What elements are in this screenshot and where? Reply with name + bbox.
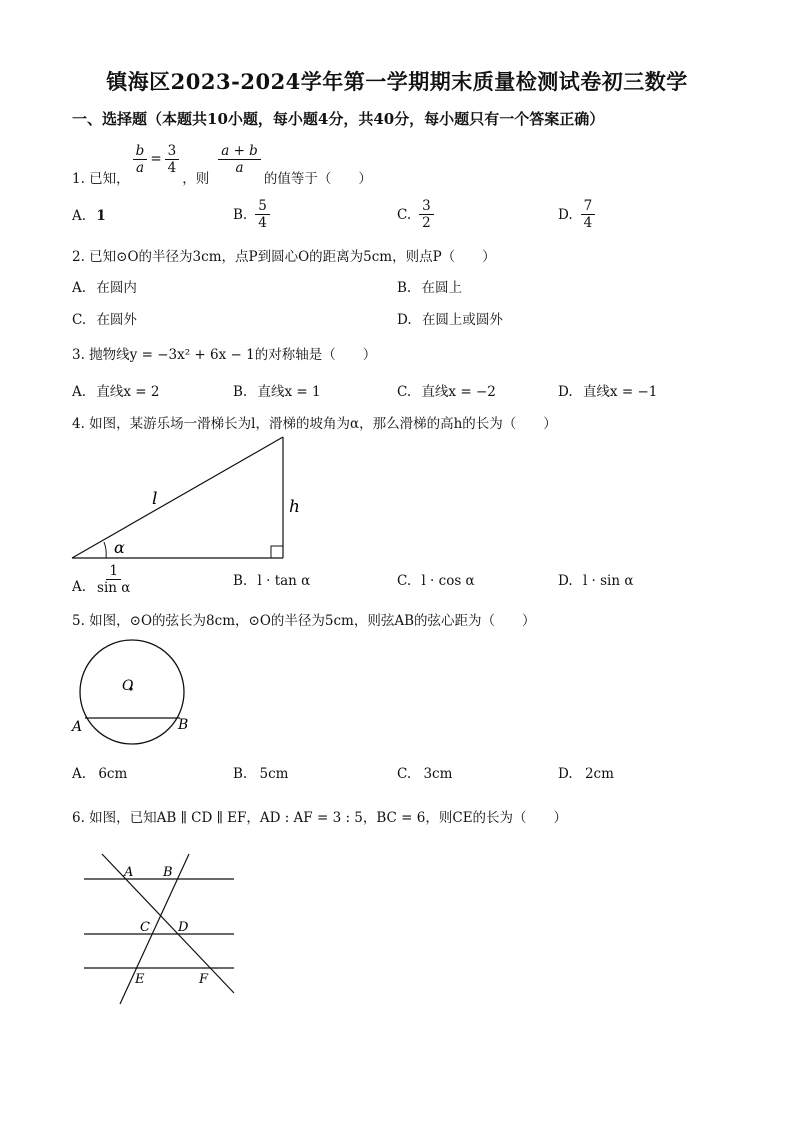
label-a: A: [124, 865, 134, 880]
frac-denominator: 2: [422, 215, 431, 231]
q5-option-c[interactable]: [397, 766, 452, 782]
circle-chord-figure: [66, 636, 196, 751]
option-fraction: [94, 563, 133, 596]
option-label: D.: [558, 573, 573, 589]
option-label: D.: [558, 384, 573, 400]
option-text: 直线x = −1: [582, 384, 658, 400]
option-label: A.: [72, 280, 87, 296]
q4-option-b[interactable]: [233, 573, 310, 589]
right-angle-mark: [271, 546, 283, 558]
option-text: l · tan α: [257, 573, 311, 589]
frac-denominator: a: [235, 159, 244, 176]
label-d: D: [178, 920, 189, 935]
label-o: O: [122, 678, 134, 694]
label-alpha: α: [114, 538, 125, 557]
label-b: B: [163, 865, 173, 880]
option-text: 5cm: [259, 766, 289, 782]
label-b: B: [178, 717, 189, 733]
label-h: h: [289, 497, 300, 517]
frac-numerator: 7: [581, 198, 596, 215]
q1-prefix: 1. 已知，: [72, 171, 130, 187]
option-label: C.: [397, 766, 412, 782]
option-text: 直线x = −2: [421, 384, 496, 400]
page-title: 镇海区2023-2024学年第一学期期末质量检测试卷初三数学: [106, 69, 688, 94]
q1-option-a[interactable]: [72, 208, 106, 224]
label-c: C: [140, 920, 150, 935]
option-label: A.: [72, 384, 87, 400]
q1-frac-3-over-4: [165, 143, 180, 176]
frac-numerator: 3: [165, 143, 180, 160]
question-4: 4. 如图，某游乐场一滑梯长为l，滑梯的坡角为α，那么滑梯的高h的长为（ ）: [72, 416, 557, 432]
question-2: 2. 已知⊙O的半径为3cm，点P到圆心O的距离为5cm，则点P（ ）: [72, 249, 496, 265]
q3-option-d[interactable]: [558, 380, 657, 400]
q3-option-c[interactable]: [397, 380, 496, 400]
option-label: A.: [72, 578, 87, 595]
option-label: D.: [397, 312, 412, 328]
frac-denominator: 4: [258, 215, 267, 231]
frac-denominator: 4: [583, 215, 593, 231]
q4-option-d[interactable]: [558, 573, 633, 589]
parallel-lines-figure: [82, 846, 242, 1011]
question-6: 6. 如图，已知AB ∥ CD ∥ EF，AD : AF = 3 : 5，BC = 6，则CE的长为（ ）: [72, 810, 568, 826]
frac-numerator: a + b: [218, 143, 261, 160]
q3-option-b[interactable]: [233, 380, 321, 400]
option-label: B.: [397, 280, 412, 296]
q1-frac-b-over-a: [133, 143, 148, 176]
q2-option-c[interactable]: [72, 308, 137, 328]
q5-option-a[interactable]: [72, 766, 127, 782]
option-label: B.: [233, 206, 248, 223]
option-label: C.: [397, 384, 412, 400]
q4-option-c[interactable]: [397, 573, 475, 589]
label-l: l: [152, 489, 158, 509]
label-e: E: [135, 972, 145, 987]
option-text: 3cm: [423, 766, 453, 782]
slide-triangle-figure: [66, 430, 306, 565]
option-label: C.: [397, 206, 412, 223]
option-label: B.: [233, 384, 248, 400]
angle-arc: [104, 542, 106, 558]
q2-option-d[interactable]: [397, 308, 503, 328]
option-text: 在圆上或圆外: [421, 312, 503, 328]
option-text: 在圆外: [96, 312, 137, 328]
label-f: F: [199, 972, 209, 987]
frac-numerator: 1: [106, 563, 121, 580]
option-text: l · sin α: [582, 573, 634, 589]
hypotenuse-line: [72, 437, 283, 558]
option-label: D.: [558, 206, 573, 223]
q1-suffix: 的值等于（ ）: [263, 171, 372, 187]
option-label: D.: [558, 766, 573, 782]
option-fraction: [419, 198, 434, 231]
section-heading: 一、选择题（本题共10小题，每小题4分，共40分，每小题只有一个答案正确）: [72, 110, 605, 128]
frac-denominator: 4: [167, 159, 177, 176]
q2-option-a[interactable]: [72, 276, 137, 296]
frac-denominator: a: [135, 159, 145, 176]
frac-numerator: 5: [255, 198, 270, 215]
option-text: 直线x = 1: [257, 384, 321, 400]
option-fraction: [255, 198, 270, 231]
q5-option-b[interactable]: [233, 766, 288, 782]
q1-frac-a-plus-b-over-a: [218, 143, 261, 176]
q1-equals: =: [150, 151, 162, 167]
option-label: B.: [233, 766, 248, 782]
option-text: 2cm: [584, 766, 614, 782]
q2-option-b[interactable]: [397, 276, 462, 296]
q3-option-a[interactable]: [72, 380, 159, 400]
option-label: C.: [397, 573, 412, 589]
option-text: 6cm: [98, 766, 128, 782]
q1-option-d[interactable]: [558, 198, 598, 231]
question-3: 3. 抛物线y = −3x² + 6x − 1的对称轴是（ ）: [72, 347, 377, 363]
option-label: A.: [72, 766, 87, 782]
q4-option-a[interactable]: [72, 563, 136, 596]
option-text: 直线x = 2: [96, 384, 160, 400]
label-a: A: [72, 719, 83, 735]
option-label: B.: [233, 573, 248, 589]
q1-option-b[interactable]: [233, 198, 273, 231]
q1-mid: ，则: [182, 171, 210, 187]
question-5: 5. 如图，⊙O的弦长为8cm，⊙O的半径为5cm，则弦AB的弦心距为（ ）: [72, 613, 536, 629]
question-1: [72, 142, 372, 187]
frac-denominator: sin α: [97, 580, 131, 596]
option-text: l · cos α: [421, 573, 475, 589]
option-fraction: [581, 198, 596, 231]
frac-numerator: b: [133, 143, 148, 160]
q5-option-d[interactable]: [558, 766, 614, 782]
option-text: 在圆上: [421, 280, 463, 296]
option-label: C.: [72, 312, 87, 328]
option-text: 在圆内: [96, 280, 137, 296]
frac-numerator: 3: [419, 198, 434, 215]
q1-option-c[interactable]: [397, 198, 437, 231]
option-label: A.: [72, 208, 87, 224]
option-text: 1: [96, 208, 106, 224]
